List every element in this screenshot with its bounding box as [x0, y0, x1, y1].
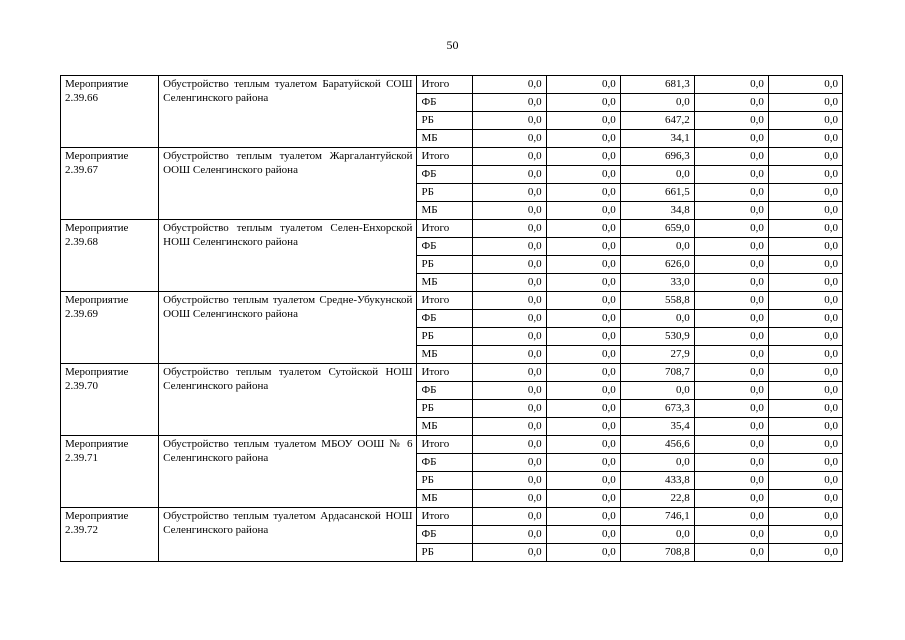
- funding-source-cell: МБ: [417, 274, 472, 292]
- amount-cell: 0,0: [472, 346, 546, 364]
- amount-cell: 0,0: [768, 130, 842, 148]
- funding-source-cell: Итого: [417, 508, 472, 526]
- amount-cell: 0,0: [472, 454, 546, 472]
- amount-cell: 0,0: [546, 148, 620, 166]
- amount-cell: 746,1: [620, 508, 694, 526]
- amount-cell: 0,0: [768, 328, 842, 346]
- amount-cell: 0,0: [694, 130, 768, 148]
- amount-cell: 0,0: [472, 508, 546, 526]
- amount-cell: 673,3: [620, 400, 694, 418]
- amount-cell: 33,0: [620, 274, 694, 292]
- amount-cell: 0,0: [694, 220, 768, 238]
- amount-cell: 22,8: [620, 490, 694, 508]
- amount-cell: 0,0: [694, 526, 768, 544]
- amount-cell: 0,0: [694, 292, 768, 310]
- amount-cell: 0,0: [472, 184, 546, 202]
- amount-cell: 0,0: [472, 166, 546, 184]
- amount-cell: 708,7: [620, 364, 694, 382]
- amount-cell: 659,0: [620, 220, 694, 238]
- amount-cell: 0,0: [768, 418, 842, 436]
- amount-cell: 34,1: [620, 130, 694, 148]
- amount-cell: 0,0: [546, 274, 620, 292]
- page-number: 50: [446, 38, 459, 52]
- activity-cell: Мероприятие 2.39.68: [61, 220, 159, 292]
- amount-cell: 0,0: [546, 436, 620, 454]
- funding-source-cell: ФБ: [417, 166, 472, 184]
- amount-cell: 0,0: [472, 220, 546, 238]
- table-row: [61, 508, 843, 526]
- amount-cell: 0,0: [546, 490, 620, 508]
- amount-cell: 681,3: [620, 76, 694, 94]
- amount-cell: 0,0: [546, 112, 620, 130]
- amount-cell: 0,0: [546, 526, 620, 544]
- description-cell: Обустройство теплым туалетом Баратуйской СОШ Селенгинского района: [159, 76, 417, 148]
- funding-source-cell: ФБ: [417, 454, 472, 472]
- funding-source-cell: ФБ: [417, 382, 472, 400]
- amount-cell: 0,0: [768, 526, 842, 544]
- amount-cell: 0,0: [546, 508, 620, 526]
- amount-cell: 35,4: [620, 418, 694, 436]
- amount-cell: 0,0: [768, 310, 842, 328]
- amount-cell: 0,0: [546, 400, 620, 418]
- table-row: [61, 436, 843, 454]
- amount-cell: 0,0: [546, 166, 620, 184]
- funding-source-cell: ФБ: [417, 94, 472, 112]
- amount-cell: 0,0: [694, 94, 768, 112]
- amount-cell: 0,0: [620, 94, 694, 112]
- funding-source-cell: МБ: [417, 418, 472, 436]
- amount-cell: 530,9: [620, 328, 694, 346]
- amount-cell: 0,0: [472, 202, 546, 220]
- funding-source-cell: Итого: [417, 436, 472, 454]
- amount-cell: 0,0: [546, 130, 620, 148]
- funding-table: [60, 75, 843, 562]
- amount-cell: 0,0: [472, 490, 546, 508]
- amount-cell: 0,0: [472, 112, 546, 130]
- funding-source-cell: ФБ: [417, 310, 472, 328]
- amount-cell: 0,0: [768, 436, 842, 454]
- amount-cell: 0,0: [768, 364, 842, 382]
- amount-cell: 0,0: [546, 220, 620, 238]
- funding-source-cell: РБ: [417, 112, 472, 130]
- description-cell: Обустройство теплым туалетом Ардасанской НОШ Селенгинского района: [159, 508, 417, 562]
- activity-cell: Мероприятие 2.39.71: [61, 436, 159, 508]
- amount-cell: 661,5: [620, 184, 694, 202]
- amount-cell: 0,0: [620, 526, 694, 544]
- amount-cell: 0,0: [472, 310, 546, 328]
- amount-cell: 0,0: [694, 472, 768, 490]
- amount-cell: 0,0: [768, 256, 842, 274]
- amount-cell: 0,0: [620, 454, 694, 472]
- amount-cell: 0,0: [768, 292, 842, 310]
- amount-cell: 0,0: [768, 184, 842, 202]
- amount-cell: 0,0: [472, 238, 546, 256]
- amount-cell: 0,0: [546, 472, 620, 490]
- activity-cell: Мероприятие 2.39.66: [61, 76, 159, 148]
- amount-cell: 0,0: [694, 382, 768, 400]
- funding-source-cell: ФБ: [417, 526, 472, 544]
- amount-cell: 0,0: [472, 436, 546, 454]
- funding-source-cell: ФБ: [417, 238, 472, 256]
- amount-cell: 0,0: [546, 382, 620, 400]
- amount-cell: 0,0: [546, 328, 620, 346]
- amount-cell: 0,0: [694, 364, 768, 382]
- amount-cell: 0,0: [694, 418, 768, 436]
- description-cell: Обустройство теплым туалетом Сутойской НОШ Селенгинского района: [159, 364, 417, 436]
- amount-cell: 0,0: [472, 130, 546, 148]
- amount-cell: 0,0: [546, 292, 620, 310]
- amount-cell: 0,0: [472, 292, 546, 310]
- amount-cell: 0,0: [546, 256, 620, 274]
- amount-cell: 0,0: [768, 544, 842, 562]
- amount-cell: 0,0: [768, 220, 842, 238]
- amount-cell: 0,0: [768, 472, 842, 490]
- amount-cell: 0,0: [694, 310, 768, 328]
- amount-cell: 0,0: [472, 418, 546, 436]
- amount-cell: 0,0: [546, 346, 620, 364]
- amount-cell: 456,6: [620, 436, 694, 454]
- amount-cell: 0,0: [472, 526, 546, 544]
- amount-cell: 0,0: [620, 310, 694, 328]
- amount-cell: 0,0: [472, 148, 546, 166]
- funding-source-cell: Итого: [417, 364, 472, 382]
- amount-cell: 0,0: [620, 382, 694, 400]
- amount-cell: 0,0: [472, 382, 546, 400]
- amount-cell: 0,0: [694, 400, 768, 418]
- amount-cell: 0,0: [472, 364, 546, 382]
- amount-cell: 0,0: [546, 364, 620, 382]
- amount-cell: 0,0: [472, 400, 546, 418]
- activity-cell: Мероприятие 2.39.70: [61, 364, 159, 436]
- amount-cell: 0,0: [768, 508, 842, 526]
- amount-cell: 0,0: [546, 454, 620, 472]
- amount-cell: 0,0: [546, 94, 620, 112]
- description-cell: Обустройство теплым туалетом Средне-Убукунской ООШ Селенгинского района: [159, 292, 417, 364]
- amount-cell: 0,0: [546, 184, 620, 202]
- amount-cell: 647,2: [620, 112, 694, 130]
- amount-cell: 0,0: [768, 148, 842, 166]
- amount-cell: 0,0: [472, 94, 546, 112]
- activity-cell: Мероприятие 2.39.69: [61, 292, 159, 364]
- funding-source-cell: РБ: [417, 544, 472, 562]
- amount-cell: 0,0: [546, 418, 620, 436]
- table-row: [61, 364, 843, 382]
- amount-cell: 0,0: [768, 454, 842, 472]
- amount-cell: 0,0: [694, 202, 768, 220]
- amount-cell: 0,0: [472, 544, 546, 562]
- amount-cell: 0,0: [694, 184, 768, 202]
- amount-cell: 0,0: [694, 238, 768, 256]
- amount-cell: 0,0: [546, 202, 620, 220]
- amount-cell: 0,0: [694, 148, 768, 166]
- funding-source-cell: РБ: [417, 184, 472, 202]
- amount-cell: 0,0: [694, 166, 768, 184]
- amount-cell: 0,0: [694, 112, 768, 130]
- funding-source-cell: Итого: [417, 220, 472, 238]
- amount-cell: 0,0: [546, 76, 620, 94]
- amount-cell: 0,0: [694, 256, 768, 274]
- table-row: [61, 148, 843, 166]
- activity-cell: Мероприятие 2.39.67: [61, 148, 159, 220]
- amount-cell: 0,0: [768, 382, 842, 400]
- table-row: [61, 220, 843, 238]
- funding-source-cell: РБ: [417, 400, 472, 418]
- amount-cell: 0,0: [620, 166, 694, 184]
- table-row: [61, 76, 843, 94]
- funding-source-cell: РБ: [417, 256, 472, 274]
- amount-cell: 0,0: [546, 310, 620, 328]
- amount-cell: 0,0: [768, 112, 842, 130]
- amount-cell: 0,0: [768, 274, 842, 292]
- amount-cell: 0,0: [694, 544, 768, 562]
- amount-cell: 0,0: [694, 346, 768, 364]
- amount-cell: 0,0: [768, 490, 842, 508]
- funding-source-cell: МБ: [417, 490, 472, 508]
- amount-cell: 0,0: [694, 490, 768, 508]
- amount-cell: 558,8: [620, 292, 694, 310]
- amount-cell: 0,0: [768, 238, 842, 256]
- description-cell: Обустройство теплым туалетом Селен-Енхорской НОШ Селенгинского района: [159, 220, 417, 292]
- amount-cell: 0,0: [694, 274, 768, 292]
- funding-source-cell: РБ: [417, 472, 472, 490]
- funding-source-cell: Итого: [417, 76, 472, 94]
- amount-cell: 0,0: [472, 472, 546, 490]
- amount-cell: 0,0: [620, 238, 694, 256]
- description-cell: Обустройство теплым туалетом Жаргалантуйской ООШ Селенгинского района: [159, 148, 417, 220]
- amount-cell: 708,8: [620, 544, 694, 562]
- funding-source-cell: РБ: [417, 328, 472, 346]
- amount-cell: 27,9: [620, 346, 694, 364]
- amount-cell: 0,0: [768, 166, 842, 184]
- amount-cell: 0,0: [694, 508, 768, 526]
- amount-cell: 433,8: [620, 472, 694, 490]
- amount-cell: 0,0: [472, 274, 546, 292]
- funding-source-cell: МБ: [417, 346, 472, 364]
- amount-cell: 0,0: [546, 238, 620, 256]
- amount-cell: 0,0: [768, 346, 842, 364]
- amount-cell: 0,0: [472, 76, 546, 94]
- amount-cell: 696,3: [620, 148, 694, 166]
- amount-cell: 0,0: [768, 400, 842, 418]
- amount-cell: 0,0: [768, 202, 842, 220]
- activity-cell: Мероприятие 2.39.72: [61, 508, 159, 562]
- description-cell: Обустройство теплым туалетом МБОУ ООШ № 6 Селенгинского района: [159, 436, 417, 508]
- amount-cell: 0,0: [694, 328, 768, 346]
- amount-cell: 0,0: [768, 76, 842, 94]
- amount-cell: 0,0: [768, 94, 842, 112]
- amount-cell: 0,0: [694, 454, 768, 472]
- amount-cell: 0,0: [694, 76, 768, 94]
- funding-source-cell: Итого: [417, 292, 472, 310]
- amount-cell: 0,0: [694, 436, 768, 454]
- amount-cell: 626,0: [620, 256, 694, 274]
- funding-source-cell: МБ: [417, 130, 472, 148]
- funding-source-cell: МБ: [417, 202, 472, 220]
- amount-cell: 34,8: [620, 202, 694, 220]
- funding-table-body: [61, 76, 843, 562]
- amount-cell: 0,0: [472, 328, 546, 346]
- funding-source-cell: Итого: [417, 148, 472, 166]
- amount-cell: 0,0: [546, 544, 620, 562]
- table-row: [61, 292, 843, 310]
- amount-cell: 0,0: [472, 256, 546, 274]
